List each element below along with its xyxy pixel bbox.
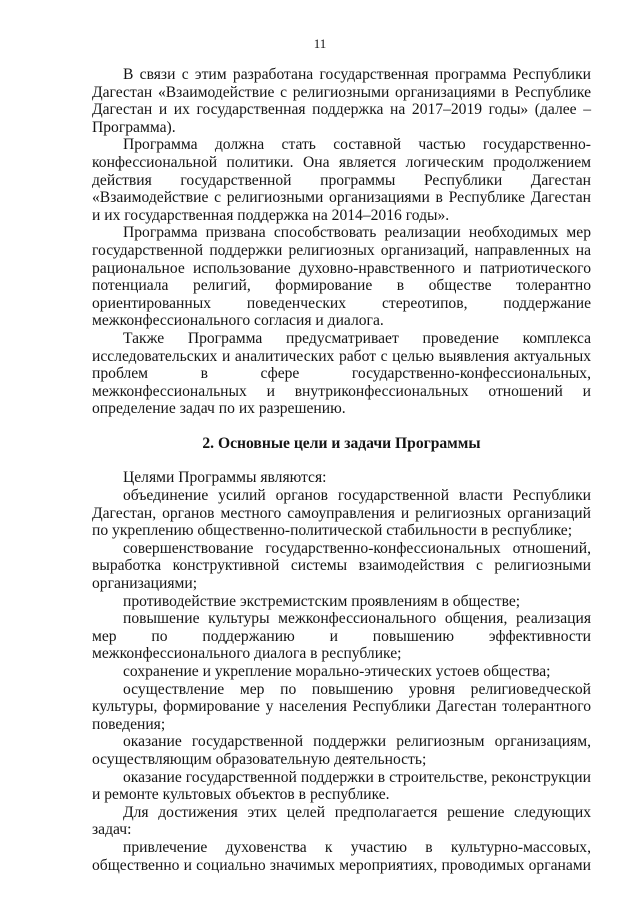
task-item: привлечение духовенства к участию в культурно-массовых, общественно и социально значимых мероприятиях, проводимых органами <box>92 838 591 874</box>
paragraph: Программа должна стать составной частью государственно-конфессиональной политики. Она является логическим продолжением действия государственной программы Республики Дагестан «Взаимодействие с религиозными организациями в Республике Дагестан и их государственная поддержка на 2014–2016 годы». <box>92 136 591 224</box>
goal-item: повышение культуры межконфессионального общения, реализация мер по поддержанию и повышению эффективности межконфессионального диалога в республике; <box>92 610 591 663</box>
paragraph: Также Программа предусматривает проведение комплекса исследовательских и аналитических работ с целью выявления актуальных проблем в сфере государственно-конфессиональных, межконфессиональных и внутриконфессиональных отношений и определение задач по их разрешению. <box>92 329 591 418</box>
goal-item: сохранение и укрепление морально-этических устоев общества; <box>123 663 551 680</box>
tasks-intro: Для достижения этих целей предполагается решение следующих задач: <box>92 803 591 839</box>
goals-intro: Целями Программы являются: <box>123 469 327 487</box>
paragraph: В связи с этим разработана государственная программа Республики Дагестан «Взаимодействие с религиозными организациями в Республике Дагестан и их государственная поддержка на 2017–2019 годы» (далее – Программа). <box>92 66 591 136</box>
goal-item: оказание государственной поддержки в строительстве, реконструкции и ремонте культовых объектов в республике. <box>92 768 591 804</box>
page-number: 11 <box>313 36 327 51</box>
goal-item: совершенствование государственно-конфессиональных отношений, выработка конструктивной системы взаимодействия с религиозными организациями; <box>92 539 591 593</box>
document-body <box>92 66 591 874</box>
goal-item: оказание государственной поддержки религиозным организациям, осуществляющим образовательную деятельность; <box>92 733 591 768</box>
section-heading: 2. Основные цели и задачи Программы <box>202 434 481 452</box>
goal-item: противодействие экстремистским проявлениям в обществе; <box>123 592 521 610</box>
paragraph: Программа призвана способствовать реализации необходимых мер государственной поддержки религиозных организаций, направленных на рациональное использование духовно-нравственного и патриотического потенциала религий, формирование в обществе толерантно ориентированных поведенческих стереотипов, поддержание межконфессионального согласия и диалога. <box>92 224 591 330</box>
goal-item: объединение усилий органов государственной власти Республики Дагестан, органов местного самоуправления и религиозных организаций по укреплению общественно-политической стабильности в республике; <box>92 487 591 540</box>
goal-item: осуществление мер по повышению уровня религиоведческой культуры, формирование у населения Республики Дагестан толерантного поведения; <box>92 680 591 733</box>
